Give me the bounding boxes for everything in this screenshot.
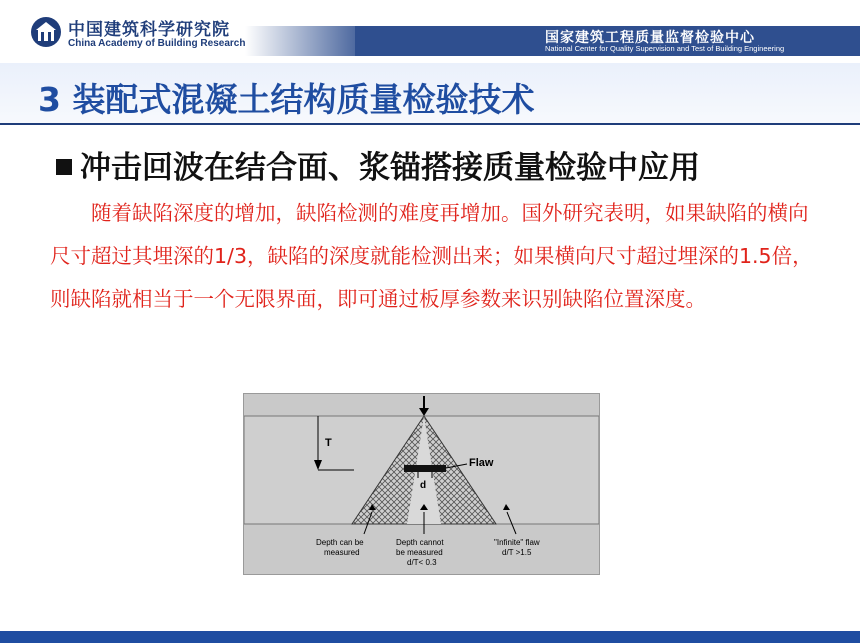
academy-logo-icon xyxy=(30,16,62,48)
label-t: T xyxy=(325,437,332,449)
label-flaw: Flaw xyxy=(469,457,494,469)
flaw-bar xyxy=(404,465,446,472)
impact-arrow-head-icon xyxy=(419,408,429,416)
org-name-cn: 中国建筑科学研究院 xyxy=(68,20,230,40)
center-name-en: National Center for Quality Supervision and Test of Building Engineering xyxy=(545,44,785,53)
label-left-2: measured xyxy=(324,548,360,557)
slide-title: 3 装配式混凝土结构质量检验技术 xyxy=(38,80,535,119)
org-name-en: China Academy of Building Research xyxy=(68,38,246,49)
center-name-cn: 国家建筑工程质量监督检验中心 xyxy=(545,30,755,46)
subtitle-text: 冲击回波在结合面、浆锚搭接质量检验中应用 xyxy=(80,150,700,186)
label-right-2: d/T >1.5 xyxy=(502,548,532,557)
slide-subtitle xyxy=(56,142,700,187)
label-right-1: "Infinite" flaw xyxy=(494,538,540,547)
label-mid-1: Depth cannot xyxy=(396,538,444,547)
label-mid-3: d/T< 0.3 xyxy=(407,558,437,567)
impact-echo-diagram xyxy=(243,393,600,575)
label-left-1: Depth can be xyxy=(316,538,364,547)
label-mid-2: be measured xyxy=(396,548,443,557)
label-d: d xyxy=(420,480,427,491)
bullet-square-icon xyxy=(56,159,72,175)
body-paragraph: 随着缺陷深度的增加，缺陷检测的难度再增加。国外研究表明，如果缺陷的横向尺寸超过其埋深的1/3，缺陷的深度就能检测出来；如果横向尺寸超过埋深的1.5倍，则缺陷就相当于一个无限界面，即可通过板厚参数来识别缺陷位置深度。 xyxy=(50,201,813,311)
footer-bar xyxy=(0,631,860,643)
